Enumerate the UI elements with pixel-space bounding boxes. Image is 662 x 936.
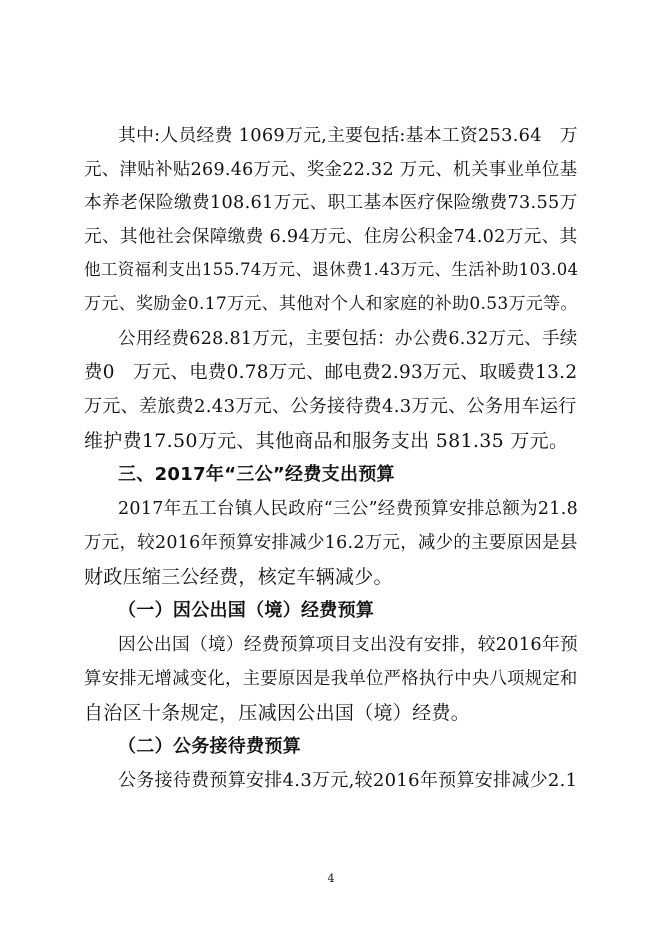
text-line: 公用经费628.81万元，主要包括：办公费6.32万元、手续 bbox=[118, 329, 578, 349]
text-line: 其中:人员经费 1069万元,主要包括:基本工资253.64 万 bbox=[118, 126, 578, 146]
text-line: 元、其他社会保障缴费 6.94万元、住房公积金74.02万元、其 bbox=[84, 227, 578, 247]
text-line: 费0 万元、电费0.78万元、邮电费2.93万元、取暖费13.2 bbox=[84, 362, 578, 383]
text-line: 元、津贴补贴269.46万元、奖金22.32 万元、机关事业单位基 bbox=[84, 160, 578, 180]
text-line: 万元，较2016年预算安排减少16.2万元，减少的主要原因是县 bbox=[84, 533, 578, 553]
text-line: 财政压缩三公经费，核定车辆减少。 bbox=[84, 566, 393, 588]
page-number: 4 bbox=[327, 872, 335, 885]
text-line: 因公出国（境）经费预算项目支出没有安排，较2016年预 bbox=[118, 635, 578, 655]
subsection-heading: （一）因公出国（境）经费预算 bbox=[118, 600, 375, 621]
text-line: 自治区十条规定，压减因公出国（境）经费。 bbox=[84, 702, 471, 724]
text-line: 算安排无增减变化，主要原因是我单位严格执行中央八项规定和 bbox=[84, 669, 578, 689]
text-line: 公务接待费预算安排4.3万元,较2016年预算安排减少2.1 bbox=[118, 770, 578, 791]
text-line: 本养老保险缴费108.61万元、职工基本医疗保险缴费73.55万 bbox=[84, 193, 578, 213]
text-line: 他工资福利支出155.74万元、退休费1.43万元、生活补助103.04 bbox=[84, 260, 579, 279]
text-line: 2017年五工台镇人民政府“三公”经费预算安排总额为21.8 bbox=[118, 499, 578, 519]
section-heading: 三、2017年“三公”经费支出预算 bbox=[118, 464, 395, 485]
text-line: 万元、差旅费2.43万元、公务接待费4.3万元、公务用车运行 bbox=[84, 396, 577, 417]
text-line: 维护费17.50万元、其他商品和服务支出 581.35 万元。 bbox=[84, 430, 569, 452]
text-line: 万元、奖励金0.17万元、其他对个人和家庭的补助0.53万元等。 bbox=[84, 294, 578, 314]
subsection-heading: （二）公务接待费预算 bbox=[118, 736, 301, 757]
